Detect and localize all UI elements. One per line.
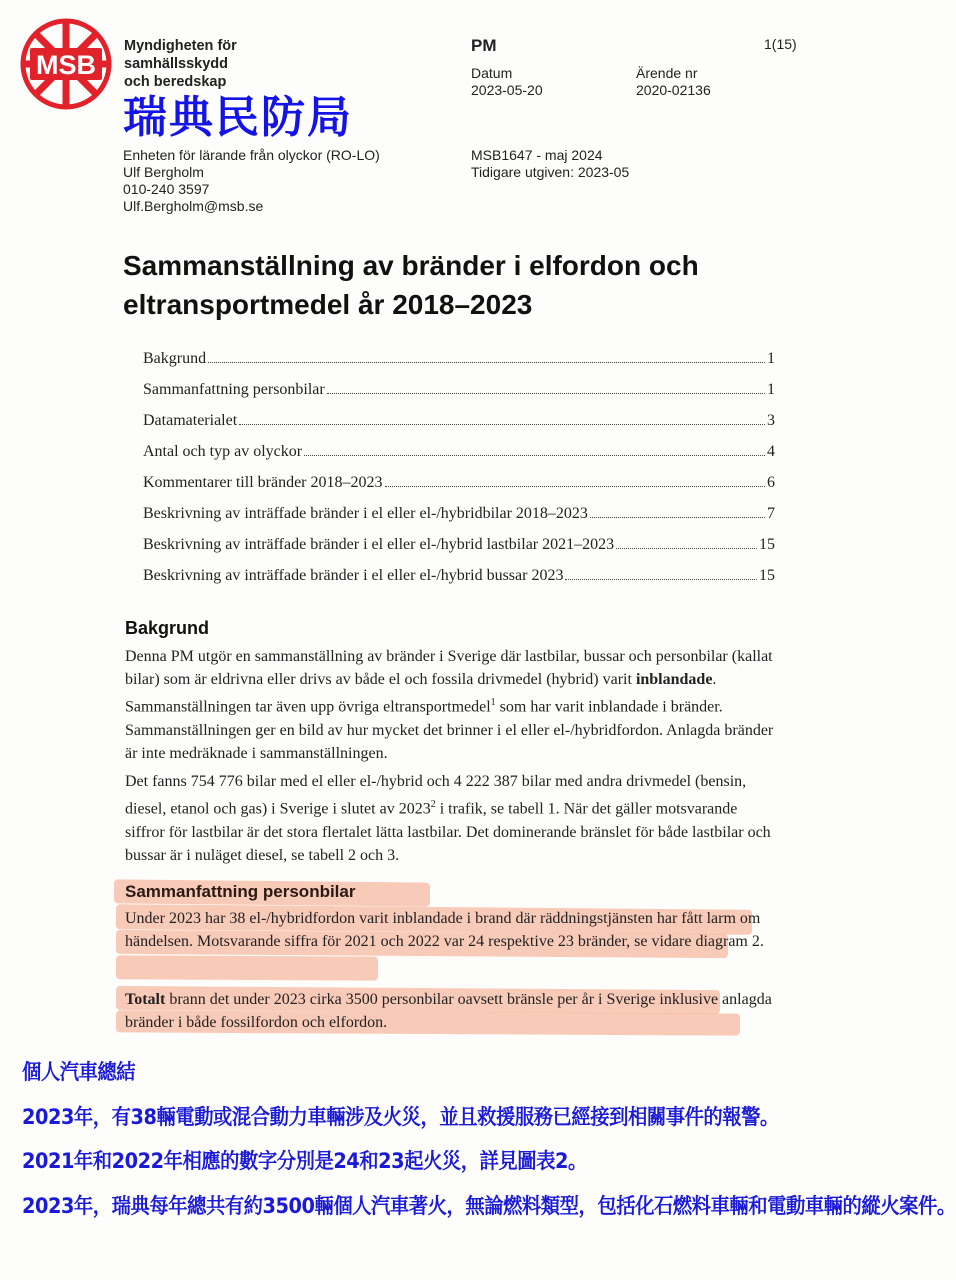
text-run: brann det under 2023 cirka 3500 personbilar oavsett bränsle per år i Sverige inklusive anlagda bränder i både fossilfordon och elfordon. — [125, 991, 772, 1032]
toc-entry-label: Beskrivning av inträffade bränder i el eller el-/hybrid bussar 2023 — [143, 567, 564, 584]
paragraph — [125, 770, 775, 867]
sender-phone: 010-240 3597 — [123, 181, 210, 197]
page-number: 1(15) — [764, 36, 797, 52]
msb-number: MSB1647 - maj 2024 — [471, 147, 603, 163]
text-run: i trafik, se tabell 1. När det gäller motsvarande siffror för lastbilar är det stora flertalet lätta lastbilar. Det dominerande bränslet för både lastbilar och bussar är i nuläget diesel, se tabell 2 och 3. — [125, 800, 771, 864]
toc-leader-dots — [208, 362, 765, 363]
date-value: 2023-05-20 — [471, 82, 543, 98]
toc-entry-label: Bakgrund — [143, 350, 207, 367]
date-label: Datum — [471, 65, 513, 81]
sender-name: Ulf Bergholm — [123, 164, 204, 180]
toc-entry[interactable] — [143, 505, 775, 536]
footnote-ref: 2 — [430, 799, 436, 811]
org-line: samhällsskydd — [124, 56, 228, 72]
title-line: eltransportmedel år 2018–2023 — [123, 289, 533, 320]
toc-entry-label: Datamaterialet — [143, 412, 238, 429]
toc-entry-page: 15 — [759, 536, 775, 553]
cn-summary-line: 2023年，瑞典每年總共有約3500輛個人汽車著火，無論燃料類型，包括化石燃料車輛和電動車輛的縱火案件。 — [22, 1193, 956, 1218]
toc-leader-dots — [304, 455, 765, 456]
section-heading-sammanfattning: Sammanfattning personbilar — [125, 882, 356, 901]
toc-entry[interactable] — [143, 443, 775, 474]
toc-entry-label: Kommentarer till bränder 2018–2023 — [143, 474, 383, 491]
toc-entry-page: 15 — [759, 567, 775, 584]
toc-entry-page: 7 — [767, 505, 775, 522]
text-run: . Sammanställningen tar även upp övriga eltransportmedel — [125, 671, 717, 716]
cn-summary-heading: 個人汽車總結 — [22, 1060, 136, 1084]
section-heading-bakgrund: Bakgrund — [125, 618, 210, 638]
toc-entry[interactable] — [143, 381, 775, 412]
sender-email: Ulf.Bergholm@msb.se — [123, 198, 264, 214]
toc-entry-page: 6 — [767, 474, 775, 491]
toc-entry[interactable] — [143, 412, 775, 443]
toc-entry-page: 3 — [767, 412, 775, 429]
case-number-block — [636, 65, 711, 99]
toc-entry-label: Beskrivning av inträffade bränder i el eller el-/hybrid lastbilar 2021–2023 — [143, 536, 615, 553]
footnote-ref: 1 — [490, 697, 496, 709]
bold-text: Totalt — [125, 991, 166, 1008]
toc-entry-label: Sammanfattning personbilar — [143, 381, 325, 398]
organization-name — [124, 37, 237, 91]
toc-leader-dots — [239, 424, 765, 425]
case-value: 2020-02136 — [636, 82, 711, 98]
toc-entry[interactable] — [143, 474, 775, 505]
logo-text: MSB — [36, 50, 96, 80]
toc-entry[interactable] — [143, 567, 775, 598]
chinese-agency-title: 瑞典民防局 — [123, 93, 353, 142]
text-run: Denna PM utgör en sammanställning av bränder i Sverige där lastbilar, bussar och personbilar (kallat bilar) som är eldrivna eller drivs av både el och fossila drivmedel (hybrid) varit — [125, 648, 773, 689]
paragraph — [125, 988, 775, 1034]
toc-leader-dots — [565, 579, 757, 580]
publication-info — [471, 147, 629, 181]
table-of-contents — [143, 350, 775, 598]
toc-leader-dots — [385, 486, 766, 487]
toc-entry[interactable] — [143, 350, 775, 381]
date-block — [471, 65, 543, 99]
highlight-stroke — [116, 955, 378, 980]
org-line: och beredskap — [124, 74, 227, 90]
toc-leader-dots — [616, 548, 757, 549]
msb-logo — [20, 18, 112, 110]
paragraph — [125, 645, 775, 765]
document-title — [123, 246, 773, 324]
case-label: Ärende nr — [636, 65, 698, 81]
text-run: som har varit inblandade i bränder. Sammanställningen ger en bild av hur mycket det brinner i el eller el-/hybridfordon. Anlagda bränder är inte medräknade i sammanställningen. — [125, 698, 774, 763]
org-line: Myndigheten för — [124, 38, 237, 54]
toc-entry-page: 1 — [767, 350, 775, 367]
toc-entry-page: 4 — [767, 443, 775, 460]
cn-summary-line: 2023年，有38輛電動或混合動力車輛涉及火災，並且救援服務已經接到相關事件的報警。 — [22, 1104, 779, 1129]
sender-unit: Enheten för lärande från olyckor (RO-LO) — [123, 147, 380, 163]
toc-entry-label: Antal och typ av olyckor — [143, 443, 303, 460]
toc-entry[interactable] — [143, 536, 775, 567]
toc-entry-page: 1 — [767, 381, 775, 398]
bold-text: inblandade — [635, 671, 713, 689]
toc-entry-label: Beskrivning av inträffade bränder i el eller el-/hybridbilar 2018–2023 — [143, 505, 588, 522]
cn-summary-line: 2021年和2022年相應的數字分別是24和23起火災，詳見圖表2。 — [22, 1149, 587, 1173]
toc-leader-dots — [590, 517, 765, 518]
text-run: Det fanns 754 776 bilar med el eller el-/hybrid och 4 222 387 bilar med andra drivmedel (bensin, diesel, etanol och gas) i Sverige i slutet av 2023 — [125, 773, 747, 818]
toc-leader-dots — [327, 393, 765, 394]
sender-block — [123, 147, 380, 215]
previous-edition: Tidigare utgiven: 2023-05 — [471, 164, 630, 180]
paragraph: Under 2023 har 38 el-/hybridfordon varit inblandade i brand där räddningstjänsten har fått larm om händelsen. Motsvarande siffra för 2021 och 2022 var 24 respektive 23 bränder, se vidare diagram 2. — [125, 910, 764, 951]
chinese-summary-overlay — [22, 1050, 956, 1228]
document-type: PM — [471, 36, 497, 55]
title-line: Sammanställning av bränder i elfordon och — [123, 250, 699, 281]
